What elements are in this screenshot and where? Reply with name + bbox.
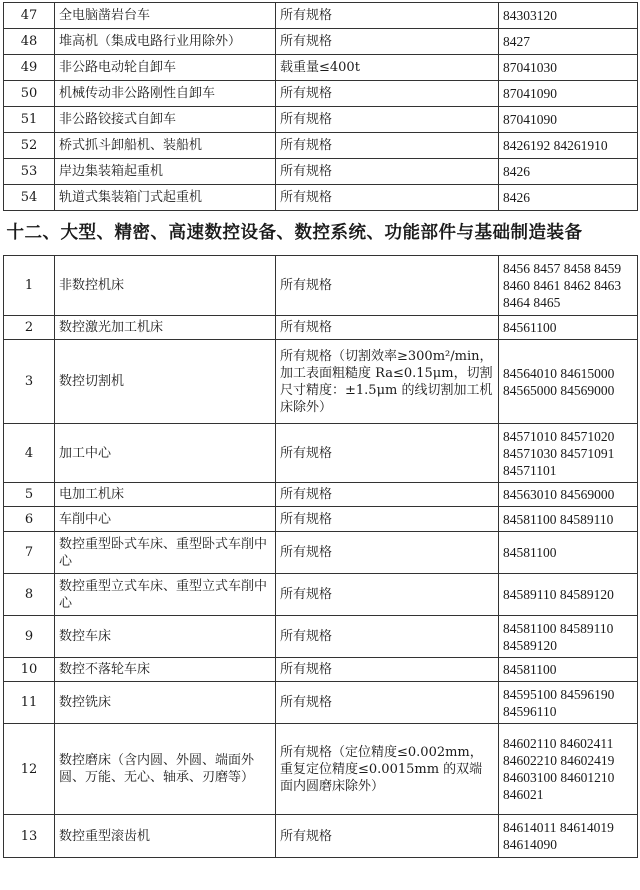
- row-number: 13: [4, 815, 55, 858]
- row-number: 48: [4, 29, 55, 55]
- specification: 所有规格: [276, 815, 499, 858]
- row-number: 11: [4, 682, 55, 724]
- row-number: 7: [4, 532, 55, 574]
- equipment-name: 数控铣床: [55, 682, 276, 724]
- equipment-name: 全电脑凿岩台车: [55, 3, 276, 29]
- equipment-table: [3, 2, 638, 858]
- equipment-name: 加工中心: [55, 424, 276, 483]
- tariff-code: 8427: [499, 29, 638, 55]
- row-number: 3: [4, 340, 55, 424]
- row-number: 6: [4, 507, 55, 532]
- row-number: 53: [4, 159, 55, 185]
- row-number: 47: [4, 3, 55, 29]
- equipment-name: 堆高机（集成电路行业用除外）: [55, 29, 276, 55]
- specification: 所有规格: [276, 107, 499, 133]
- table-row: [4, 133, 638, 159]
- table-row: [4, 316, 638, 340]
- specification: 所有规格: [276, 682, 499, 724]
- table-row: [4, 29, 638, 55]
- row-number: 4: [4, 424, 55, 483]
- tariff-code: 84614011 84614019 84614090: [499, 815, 638, 858]
- specification: 所有规格: [276, 185, 499, 211]
- table-row: [4, 185, 638, 211]
- specification: 所有规格: [276, 424, 499, 483]
- equipment-name: 车削中心: [55, 507, 276, 532]
- equipment-name: 机械传动非公路刚性自卸车: [55, 81, 276, 107]
- table-row: [4, 3, 638, 29]
- equipment-name: 岸边集装箱起重机: [55, 159, 276, 185]
- table-row: [4, 55, 638, 81]
- section-heading-row: [4, 211, 638, 256]
- table-row: [4, 159, 638, 185]
- table-row: [4, 107, 638, 133]
- specification: 所有规格: [276, 159, 499, 185]
- tariff-code: 84571010 84571020 84571030 84571091 84571101: [499, 424, 638, 483]
- specification: 所有规格: [276, 256, 499, 316]
- row-number: 1: [4, 256, 55, 316]
- table-row: [4, 616, 638, 658]
- tariff-code: 87041090: [499, 107, 638, 133]
- section-title: 十二、大型、精密、高速数控设备、数控系统、功能部件与基础制造装备: [4, 211, 638, 256]
- equipment-name: 数控重型卧式车床、重型卧式车削中心: [55, 532, 276, 574]
- tariff-code: 84595100 84596190 84596110: [499, 682, 638, 724]
- table-row: [4, 256, 638, 316]
- equipment-name: 非公路电动轮自卸车: [55, 55, 276, 81]
- tariff-code: 87041030: [499, 55, 638, 81]
- row-number: 8: [4, 574, 55, 616]
- specification: 所有规格: [276, 483, 499, 507]
- tariff-code: 8426: [499, 185, 638, 211]
- specification: 所有规格: [276, 3, 499, 29]
- specification: 所有规格: [276, 316, 499, 340]
- tariff-code: 84581100: [499, 532, 638, 574]
- specification: 所有规格: [276, 507, 499, 532]
- row-number: 50: [4, 81, 55, 107]
- table-row: [4, 81, 638, 107]
- specification: 所有规格: [276, 616, 499, 658]
- tariff-code: 84303120: [499, 3, 638, 29]
- row-number: 52: [4, 133, 55, 159]
- tariff-code: 87041090: [499, 81, 638, 107]
- equipment-name: 数控切割机: [55, 340, 276, 424]
- tariff-code: 84564010 84615000 84565000 84569000: [499, 340, 638, 424]
- row-number: 54: [4, 185, 55, 211]
- specification: 所有规格: [276, 29, 499, 55]
- table-row: [4, 507, 638, 532]
- table-row: [4, 424, 638, 483]
- specification: 所有规格: [276, 133, 499, 159]
- table-row: [4, 682, 638, 724]
- equipment-name: 非公路铰接式自卸车: [55, 107, 276, 133]
- specification: 载重量≤400t: [276, 55, 499, 81]
- equipment-name: 数控重型滚齿机: [55, 815, 276, 858]
- equipment-name: 数控激光加工机床: [55, 316, 276, 340]
- table-row: [4, 815, 638, 858]
- specification: 所有规格: [276, 658, 499, 682]
- equipment-name: 轨道式集装箱门式起重机: [55, 185, 276, 211]
- row-number: 49: [4, 55, 55, 81]
- equipment-name: 数控不落轮车床: [55, 658, 276, 682]
- tariff-code: 8426: [499, 159, 638, 185]
- equipment-name: 数控重型立式车床、重型立式车削中心: [55, 574, 276, 616]
- specification: 所有规格: [276, 574, 499, 616]
- row-number: 10: [4, 658, 55, 682]
- equipment-name: 数控磨床（含内圆、外圆、端面外圆、万能、无心、轴承、刃磨等）: [55, 724, 276, 815]
- table-row: [4, 724, 638, 815]
- row-number: 12: [4, 724, 55, 815]
- row-number: 51: [4, 107, 55, 133]
- row-number: 5: [4, 483, 55, 507]
- equipment-name: 非数控机床: [55, 256, 276, 316]
- tariff-code: 8456 8457 8458 8459 8460 8461 8462 8463 8464 8465: [499, 256, 638, 316]
- table-row: [4, 658, 638, 682]
- table-row: [4, 532, 638, 574]
- equipment-name: 数控车床: [55, 616, 276, 658]
- specification: 所有规格（定位精度≤0.002mm，重复定位精度≤0.0015mm 的双端面内圆磨床除外）: [276, 724, 499, 815]
- specification: 所有规格: [276, 81, 499, 107]
- equipment-name: 桥式抓斗卸船机、装船机: [55, 133, 276, 159]
- tariff-code: 84581100: [499, 658, 638, 682]
- equipment-name: 电加工机床: [55, 483, 276, 507]
- tariff-code: 8426192 84261910: [499, 133, 638, 159]
- table-row: [4, 574, 638, 616]
- tariff-code: 84581100 84589110: [499, 507, 638, 532]
- row-number: 9: [4, 616, 55, 658]
- table-row: [4, 483, 638, 507]
- specification: 所有规格（切割效率≥300m²/min，加工表面粗糙度 Ra≤0.15μm，切割尺寸精度：±1.5μm 的线切割加工机床除外）: [276, 340, 499, 424]
- tariff-code: 84561100: [499, 316, 638, 340]
- tariff-code: 84563010 84569000: [499, 483, 638, 507]
- equipment-table-body: [4, 3, 638, 858]
- tariff-code: 84589110 84589120: [499, 574, 638, 616]
- tariff-code: 84581100 84589110 84589120: [499, 616, 638, 658]
- tariff-code: 84602110 84602411 84602210 84602419 84603100 84601210 846021: [499, 724, 638, 815]
- specification: 所有规格: [276, 532, 499, 574]
- row-number: 2: [4, 316, 55, 340]
- table-row: [4, 340, 638, 424]
